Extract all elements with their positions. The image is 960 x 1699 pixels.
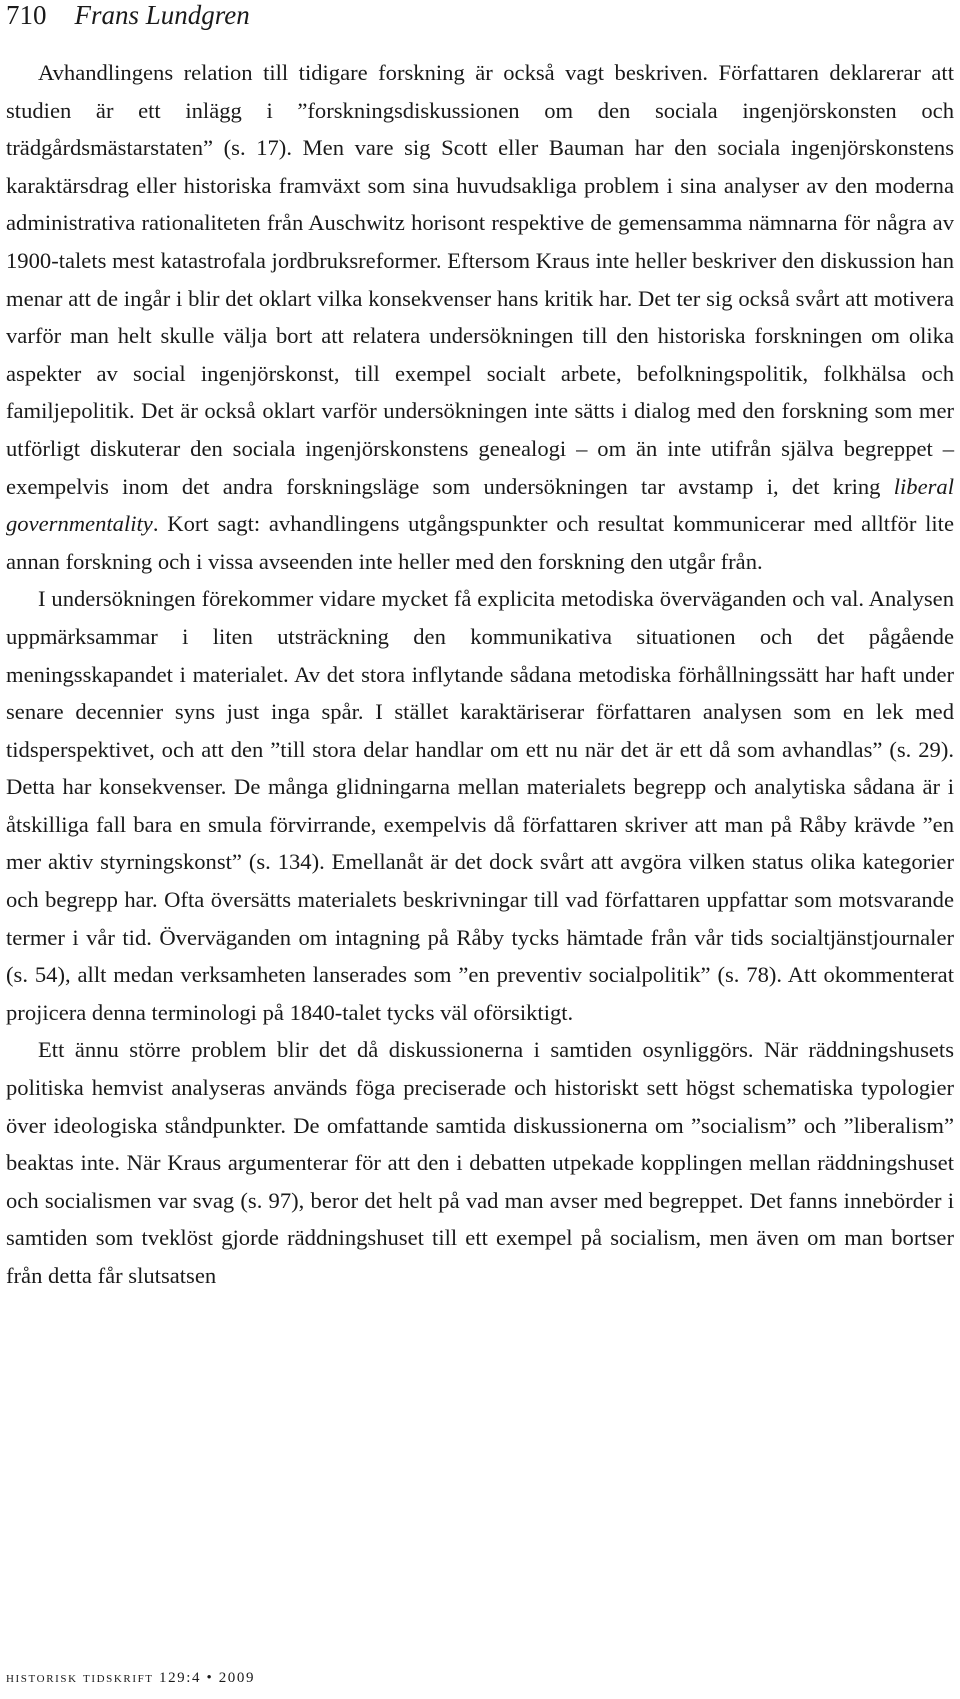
paragraph: Ett ännu större problem blir det då diskussionerna i samtiden osynliggörs. När räddningshusets politiska hemvist analyseras används föga preciserade och historiskt sett högst schematiska typologier över ideologiska ståndpunkter. De omfattande samtida diskussionerna om ”socialism” och ”liberalism” beaktas inte. När Kraus argumenterar för att den i debatten utpekade kopplingen mellan räddningshuset och socialismen var svag (s. 97), beror det helt på vad man avser med begreppet. Det fanns innebörder i samtiden som tveklöst gjorde räddningshuset till ett exempel på socialism, men även om man bortser från detta får slutsatsen: [6, 1037, 954, 1288]
paragraph-text: . Kort sagt: avhandlingens utgångspunkter och resultat kommunicerar med alltför lite annan forskning och i vissa avseenden inte heller med den forskning den utgår från.: [6, 511, 954, 574]
paragraph: I undersökningen förekommer vidare mycket få explicita metodiska överväganden och val. Analysen uppmärksammar i liten utsträckning den kommunikativa situationen och det pågående meningsskapandet i materialet. Av det stora inflytande sådana metodiska förhållningssätt har haft under senare decennier syns just inga spår. I stället karaktäriserar författaren analysen som en lek med tidsperspektivet, och att den ”till stora delar handlar om ett nu när det är ett då som avhandlas” (s. 29). Detta har konsekvenser. De många glidningarna mellan materialets begrepp och analytiska sådana är i åtskilliga fall bara en smula förvirrande, exempelvis då författaren skriver att man på Råby krävde ”en mer aktiv styrningskonst” (s. 134). Emellanåt är det dock svårt att avgöra vilken status olika kategorier och begrepp har. Ofta översätts materialets beskrivningar till vad författaren uppfattar som motsvarande termer i vår tid. Överväganden om intagning på Råby tycks hämtade från vår tids socialtjänstjournaler (s. 54), allt medan verksamheten lanserades som ”en preventiv socialpolitik” (s. 78). Att okommenterat projicera denna terminologi på 1840-talet tycks väl oförsiktigt.: [6, 586, 954, 1025]
paragraph-text: Avhandlingens relation till tidigare forskning är också vagt beskriven. Författaren deklarerar att studien är ett inlägg i ”forskningsdiskussionen om den sociala ingenjörskonsten och trädgårdsmästarstaten” (s. 17). Men vare sig Scott eller Bauman har den sociala ingenjörskonstens karaktärsdrag eller historiska framväxt som sina huvudsakliga problem i sina analyser av den moderna administrativa rationaliteten från Auschwitz horisont respektive de gemensamma nämnarna för några av 1900-talets mest katastrofala jordbruksreformer. Eftersom Kraus inte heller beskriver den diskussion han menar att de ingår i blir det oklart vilka konsekvenser hans kritik har. Det ter sig också svårt att motivera varför man helt skulle välja bort att relatera undersökningen till den historiska forskningen om olika aspekter av social ingenjörskonst, till exempel socialt arbete, befolkningspolitik, folkhälsa och familjepolitik. Det är också oklart varför undersökningen inte sätts i dialog med den forskning som mer utförligt diskuterar den sociala ingenjörskonstens genealogi – om än inte utifrån själva begreppet – exempelvis inom det andra forskningsläge som undersökningen tar avstamp i, det kring: [6, 60, 954, 499]
document-page: [6, 0, 954, 1699]
paragraph: [6, 54, 954, 580]
journal-footer: historisk tidskrift 129:4 • 2009: [6, 1670, 256, 1686]
italic-term: liberal governmentality: [6, 473, 954, 537]
author-name: Frans Lundgren: [74, 0, 250, 30]
body-text: [6, 54, 954, 1295]
running-head: [6, 0, 250, 30]
page-number: 710: [6, 0, 47, 30]
